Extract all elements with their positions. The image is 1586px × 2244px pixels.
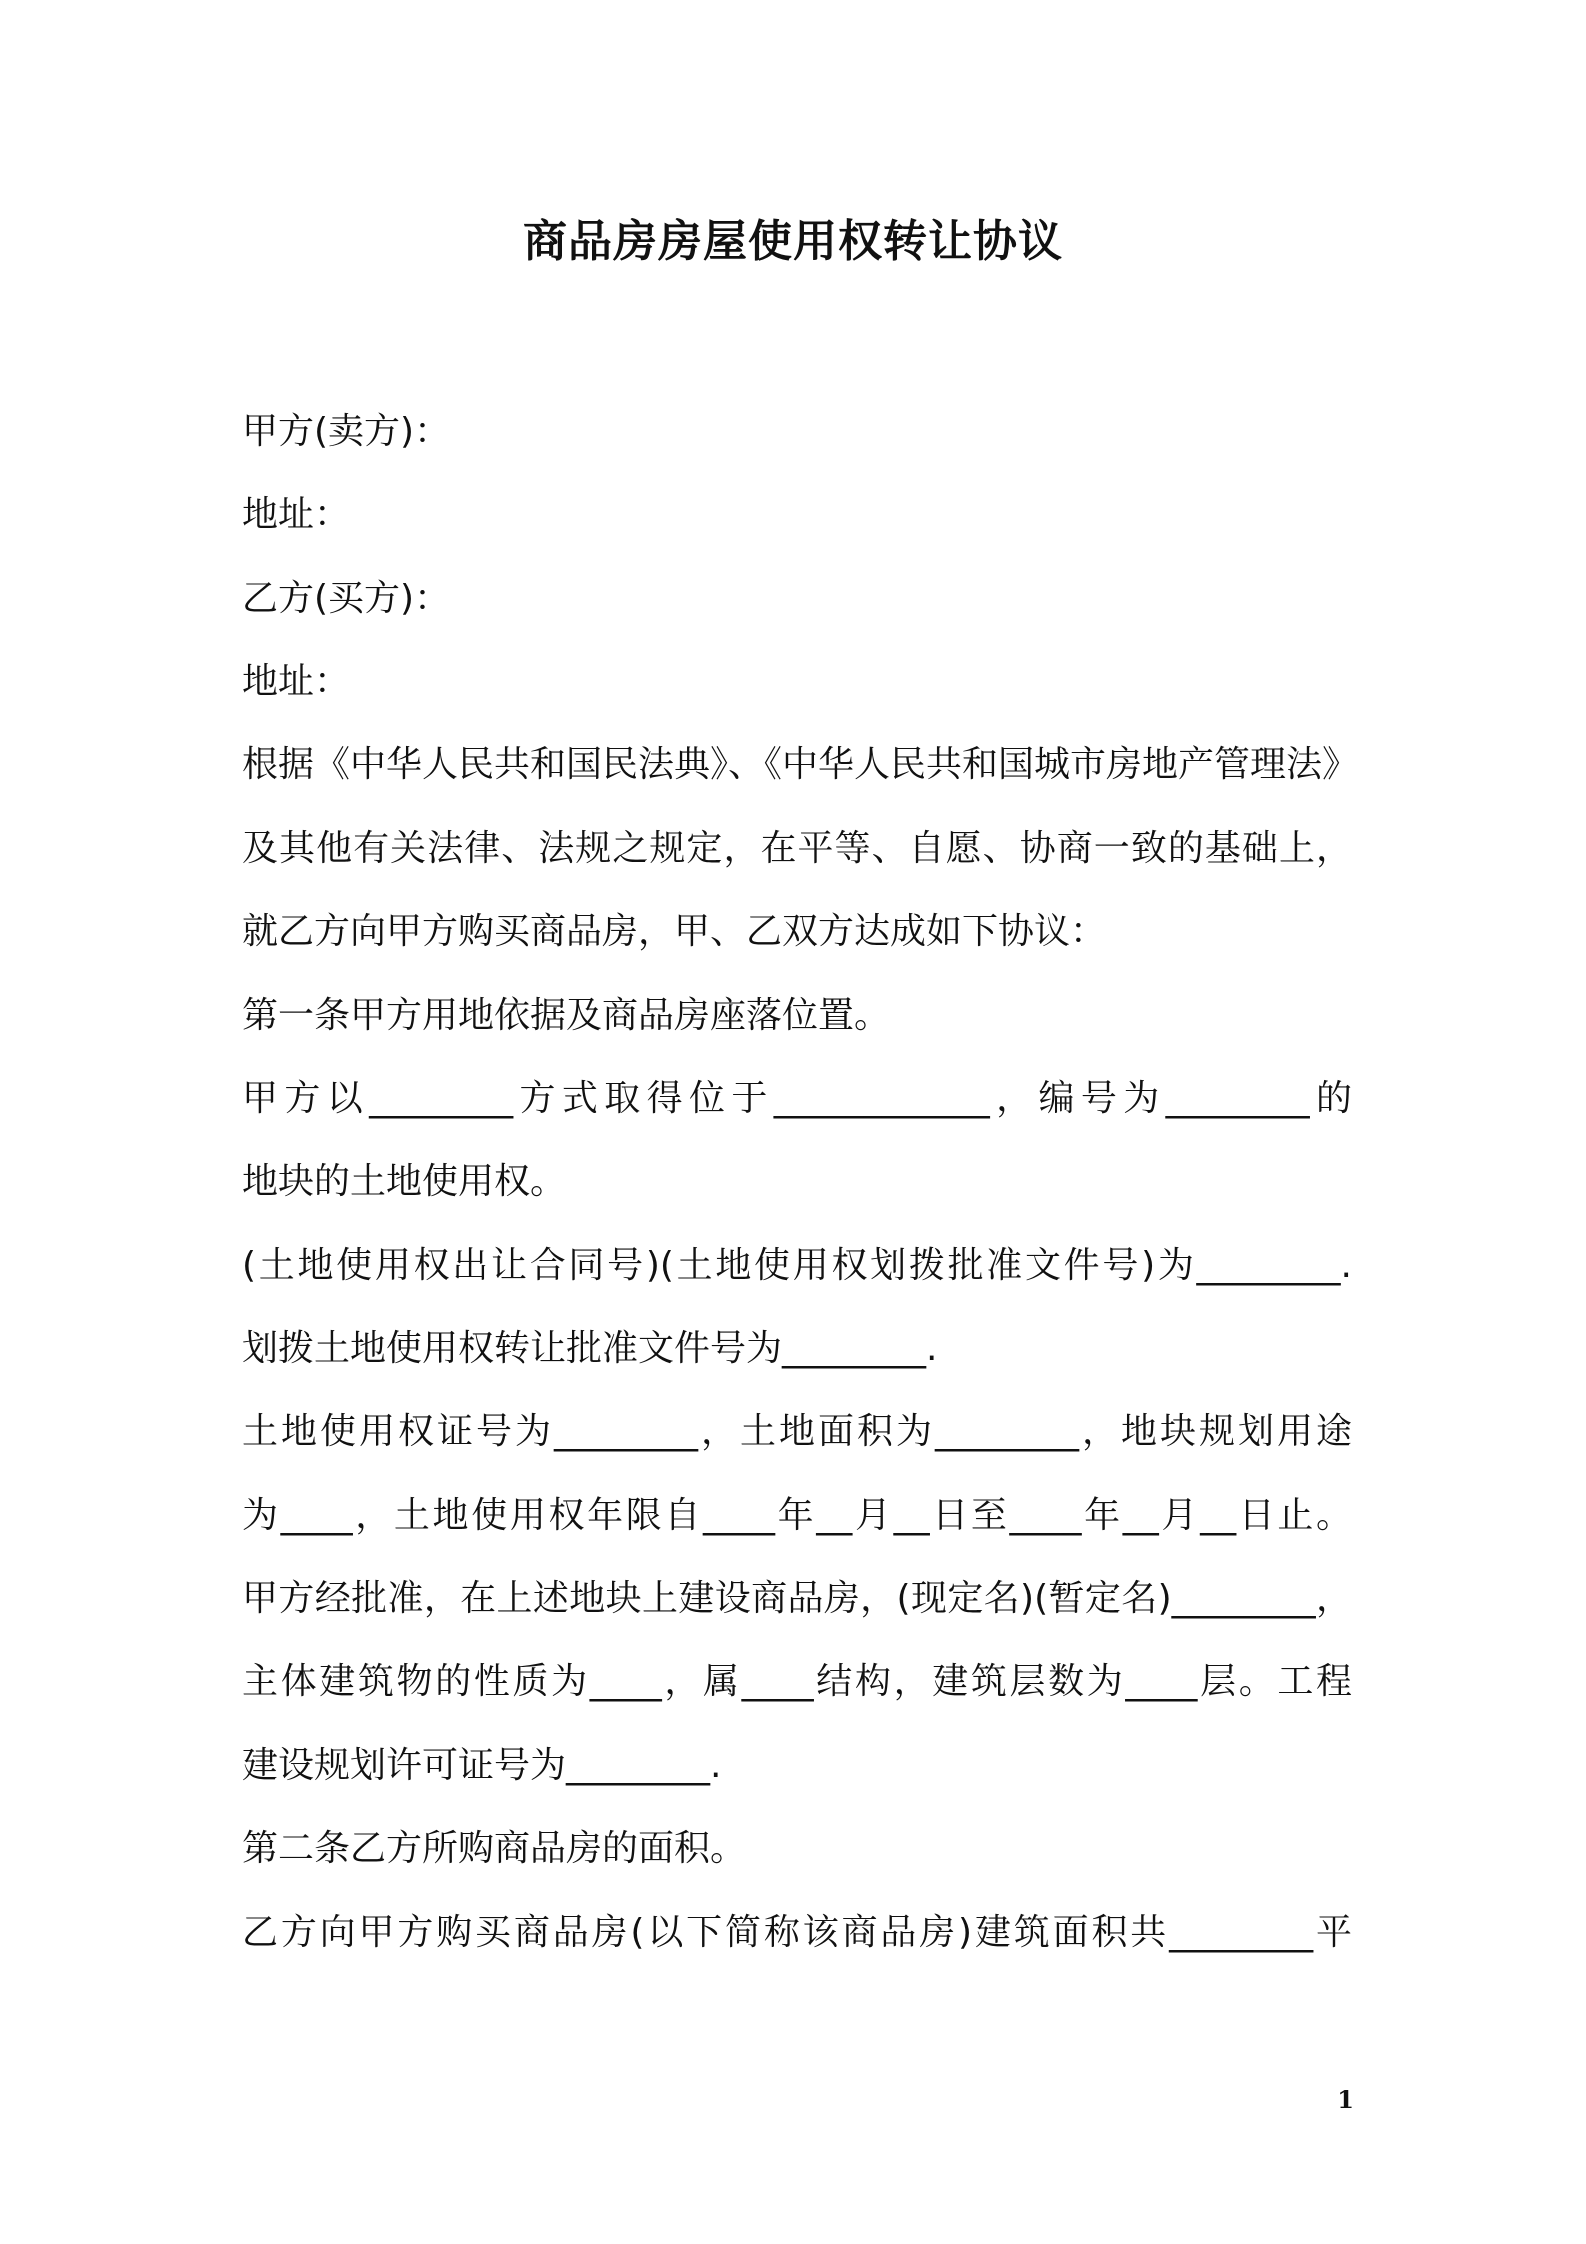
party-a-line: 甲方(卖方)： xyxy=(242,411,451,452)
document-title: 商品房房屋使用权转让协议 xyxy=(523,216,1063,267)
page-number: 1 xyxy=(1337,2085,1354,2114)
party-b-line: 乙方(买方)： xyxy=(242,578,451,619)
article-1-line-2: 地块的土地使用权。 xyxy=(242,1161,567,1202)
article-1-line-4: 划拨土地使用权转让批准文件号为________. xyxy=(242,1328,938,1369)
preamble-line-1: 根据《中华人民共和国民法典》、《中华人民共和国城市房地产管理法》 xyxy=(242,744,1359,785)
party-b-address-line: 地址： xyxy=(242,661,351,702)
article-1-line-8: 主体建筑物的性质为____，属____结构，建筑层数为____层。工程 xyxy=(242,1661,1352,1702)
preamble-line-2: 及其他有关法律、法规之规定，在平等、自愿、协商一致的基础上， xyxy=(242,828,1352,869)
article-1-line-1: 甲方以________方式取得位于____________，编号为________的 xyxy=(242,1078,1352,1119)
preamble-line-3: 就乙方向甲方购买商品房，甲、乙双方达成如下协议： xyxy=(242,911,1107,952)
article-1-heading: 第一条甲方用地依据及商品房座落位置。 xyxy=(242,995,891,1036)
article-2-heading: 第二条乙方所购商品房的面积。 xyxy=(242,1828,747,1869)
article-1-line-6: 为____，土地使用权年限自____年__月__日至____年__月__日止。 xyxy=(242,1495,1352,1536)
article-1-line-7: 甲方经批准，在上述地块上建设商品房，(现定名)(暂定名)________， xyxy=(242,1578,1352,1619)
article-1-line-9: 建设规划许可证号为________. xyxy=(242,1745,722,1786)
party-a-address-line: 地址： xyxy=(242,494,351,535)
article-2-line-1: 乙方向甲方购买商品房(以下简称该商品房)建筑面积共________平 xyxy=(242,1912,1352,1953)
article-1-line-5: 土地使用权证号为________，土地面积为________，地块规划用途 xyxy=(242,1411,1352,1452)
article-1-line-3: (土地使用权出让合同号)(土地使用权划拨批准文件号)为________. xyxy=(242,1245,1352,1286)
